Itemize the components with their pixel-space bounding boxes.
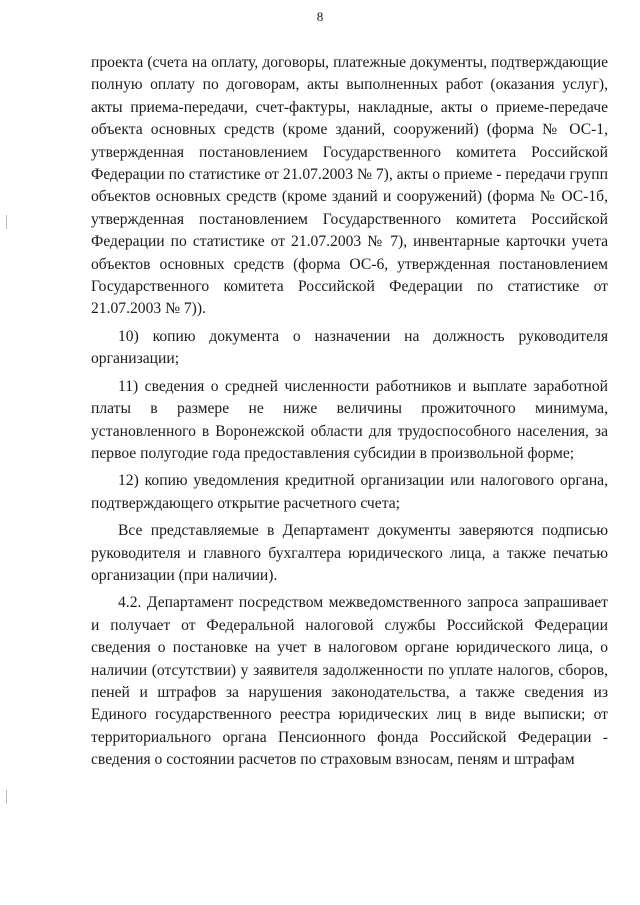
paragraph-item-10: 10) копию документа о назначении на должность руководителя организации;	[91, 327, 608, 368]
page-number: 8	[316, 9, 324, 24]
paragraph-4-2: 4.2. Департамент посредством межведомственного запроса запрашивает и получает от Федеральной налоговой службы Российской Федерации сведения о постановке на учет в налоговом органе юридического лица, о наличии (отсутствии) у заявителя задолженности по уплате налогов, сборов, пеней и штрафов за нарушения законодательства, а также сведения из Единого государственного реестра юридических лиц в виде выписки; от территориального органа Пенсионного фонда Российской Федерации - сведения о состоянии расчетов по страховым взносам, пеням и штрафам	[91, 594, 608, 769]
document-body	[91, 52, 608, 772]
paragraph-continuation: проекта (счета на оплату, договоры, платежные документы, подтверждающие полную оплату по договорам, акты выполненных работ (оказания услуг), акты приема-передачи, счет-фактуры, накладные, акты о приеме-передаче объекта основных средств (кроме зданий, сооружений) (форма № ОС-1, утвержденная постановлением Государственного комитета Российской Федерации по статистике от 21.07.2003 № 7), акты о приеме - передачи групп объектов основных средств (кроме зданий и сооружений) (форма № ОС-1б, утвержденная постановлением Государственного комитета Российской Федерации по статистике от 21.07.2003 № 7), инвентарные карточки учета объектов основных средств (форма ОС-6, утвержденная постановлением Государственного комитета Российской Федерации по статистике от 21.07.2003 № 7)).	[91, 54, 608, 318]
paragraph-certification: Все представляемые в Департамент документы заверяются подписью руководителя и главного бухгалтера юридического лица, а также печатью организации (при наличии).	[91, 522, 608, 584]
scan-margin-mark	[6, 215, 9, 229]
paragraph-item-11: 11) сведения о средней численности работников и выплате заработной платы в размере не ниже величины прожиточного минимума, установленного в Воронежской области для трудоспособного населения, за первое полугодие года предоставления субсидии в произвольной форме;	[91, 377, 608, 462]
scan-margin-mark	[6, 790, 9, 804]
paragraph-item-12: 12) копию уведомления кредитной организации или налогового органа, подтверждающего открытие расчетного счета;	[91, 472, 608, 512]
